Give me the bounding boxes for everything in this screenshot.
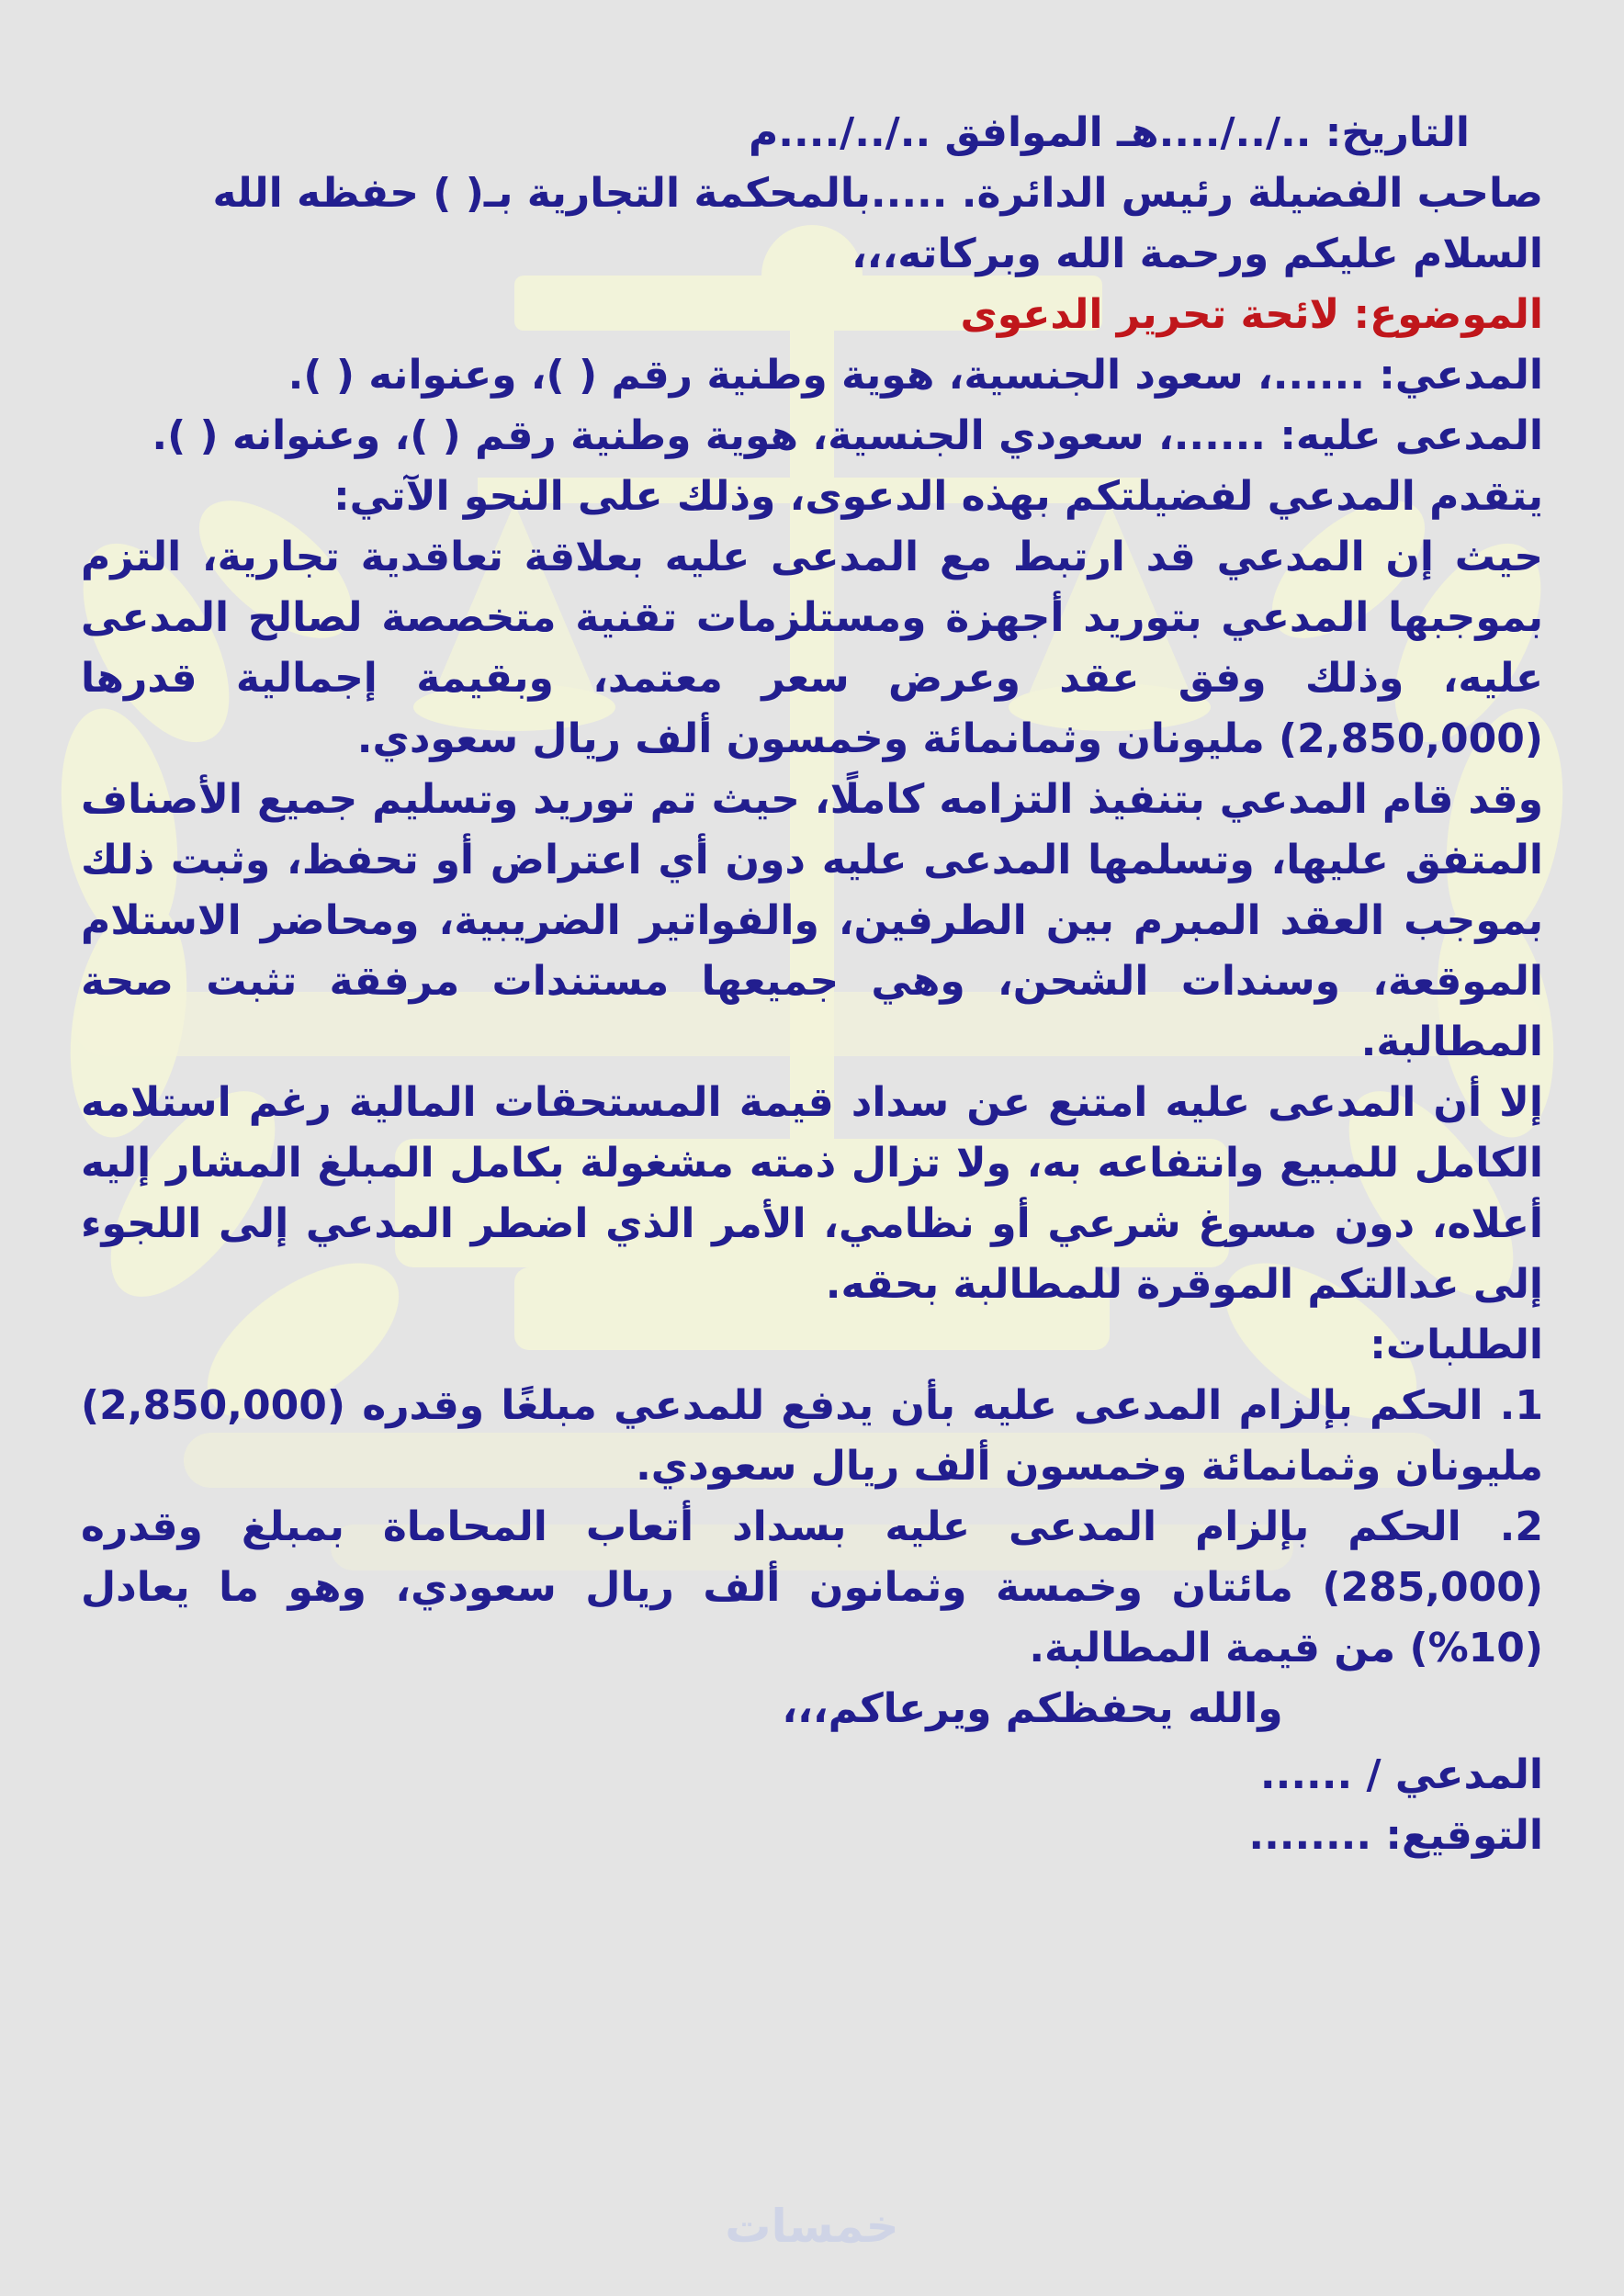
intro-line: يتقدم المدعي لفضيلتكم بهذه الدعوى، وذلك على النحو الآتي: [333,473,1543,520]
plaintiff-details: المدعي: ......، سعود الجنسية، هوية وطنية رقم ( )، وعنوانه ( ). [288,352,1543,399]
footer-brand-logo: خمسات [725,2200,899,2253]
date-line: التاريخ: ../../....هـ الموافق ../../....م [749,109,1470,156]
signature-name: المدعي / ...... [1259,1751,1543,1798]
subject-line: الموضوع: لائحة تحرير الدعوى [960,291,1543,338]
request-item-2: 2. الحكم بإلزام المدعى عليه بسداد أتعاب المحاماة بمبلغ وقدره (285,000) مائتان وخمسة وثمانون ألف ريال سعودي، وهو ما يعادل (10%) من قيمة المطالبة. [81,1503,1543,1671]
paragraph-contract: حيث إن المدعي قد ارتبط مع المدعى عليه بعلاقة تعاقدية تجارية، التزم بموجبها المدعي بتوريد أجهزة ومستلزمات تقنية متخصصة لصالح المدعى عليه، وذلك وفق عقد وعرض سعر معتمد، وبقيمة إجمالية قدرها (2,850,000) مليونان وثمانمائة وخمسون ألف ريال سعودي. [81,534,1543,762]
closing-line: والله يحفظكم ويرعاكم،،، [782,1685,1283,1732]
paragraph-refusal: إلا أن المدعى عليه امتنع عن سداد قيمة المستحقات المالية رغم استلامه الكامل للمبيع وانتفاعه به، ولا تزال ذمته مشغولة بكامل المبلغ المشار إليه أعلاه، دون مسوغ شرعي أو نظامي، الأمر الذي اضطر المدعي إلى اللجوء إلى عدالتكم الموقرة للمطالبة بحقه. [81,1079,1543,1308]
requests-heading: الطلبات: [1370,1322,1543,1368]
paragraph-fulfillment: وقد قام المدعي بتنفيذ التزامه كاملًا، حيث تم توريد وتسليم جميع الأصناف المتفق عليها، وتسلمها المدعى عليه دون أي اعتراض أو تحفظ، وثبت ذلك بموجب العقد المبرم بين الطرفين، والفواتير الضريبية، ومحاضر الاستلام الموقعة، وسندات الشحن، وهي جميعها مستندات مرفقة تثبت صحة المطالبة. [81,776,1543,1065]
signature-line: التوقيع: ........ [1248,1812,1543,1859]
greeting: السلام عليكم ورحمة الله وبركاته،،، [851,231,1543,277]
request-item-1: 1. الحكم بإلزام المدعى عليه بأن يدفع للمدعي مبلغًا وقدره (2,850,000) مليونان وثمانمائة وخمسون ألف ريال سعودي. [81,1382,1543,1490]
addressee: صاحب الفضيلة رئيس الدائرة. .....بالمحكمة التجارية بـ( ) حفظه الله [212,170,1543,217]
document-body [81,103,1543,1866]
signature-block [81,1745,1543,1866]
defendant-details: المدعى عليه: ......، سعودي الجنسية، هوية وطنية رقم ( )، وعنوانه ( ). [152,412,1543,459]
